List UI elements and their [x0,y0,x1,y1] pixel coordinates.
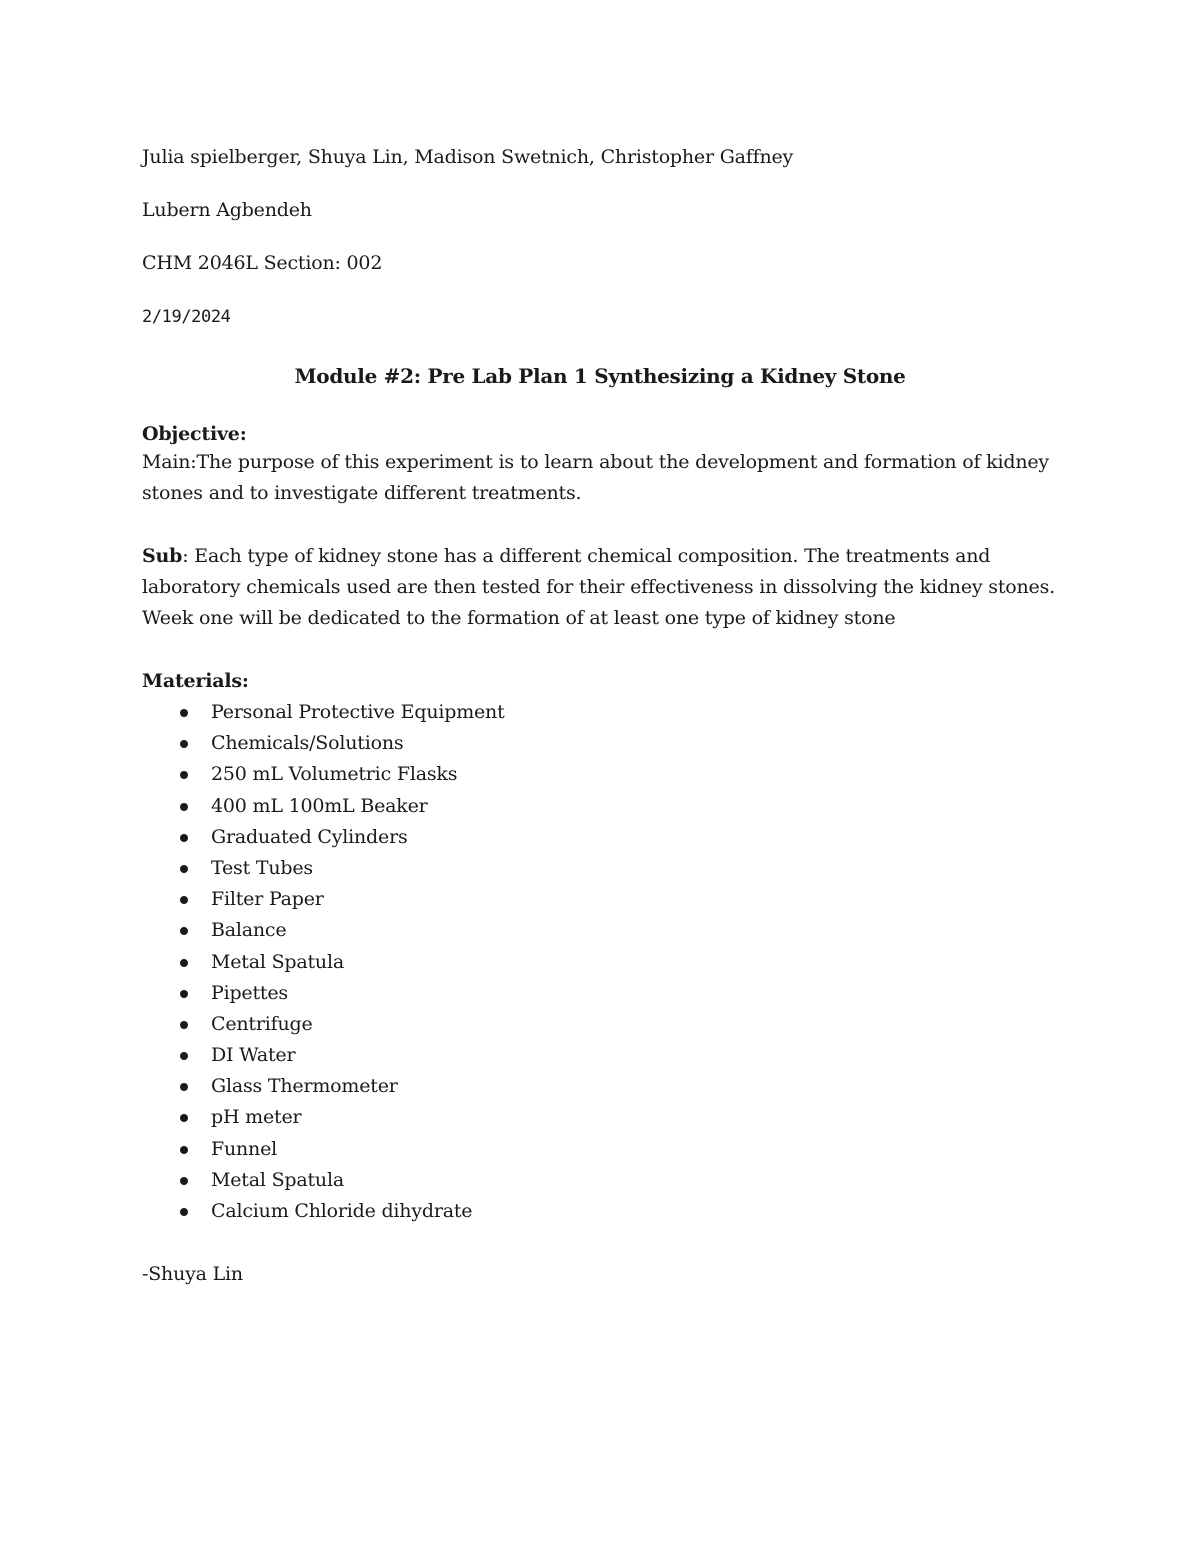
list-item-label: 250 mL Volumetric Flasks [211,763,458,786]
sub-label: Sub [142,545,183,567]
list-item [142,853,505,884]
list-item [142,1165,505,1196]
bullet-icon [180,834,188,842]
list-item [142,978,505,1009]
list-item-label: Personal Protective Equipment [211,701,505,723]
list-item-label: DI Water [211,1044,296,1067]
list-item-label: Metal Spatula [211,950,344,973]
instructor-line: Lubern Agbendeh [142,199,312,221]
objective-sub-paragraph [142,541,1062,634]
list-item-label: Centrifuge [211,1012,313,1035]
bullet-icon [180,896,188,904]
list-item-label: 400 mL 100mL Beaker [211,794,428,817]
list-item-label: Metal Spatula [211,1168,344,1191]
bullet-icon [180,959,188,967]
bullet-icon [180,740,188,748]
list-item [142,1102,505,1133]
list-item [142,697,505,728]
list-item-label: Funnel [211,1137,278,1160]
list-item [142,791,505,822]
objective-main-paragraph: Main:The purpose of this experiment is to learn about the development and formation of kidney stones and to investigate different treatments. [142,451,1049,504]
list-item [142,884,505,915]
list-item-label: Pipettes [211,981,288,1004]
list-item [142,759,505,790]
authors-line: Julia spielberger, Shuya Lin, Madison Swetnich, Christopher Gaffney [142,146,794,168]
date-line: 2/19/2024 [142,307,231,327]
document-title: Module #2: Pre Lab Plan 1 Synthesizing a Kidney Stone [294,364,906,388]
list-item-label: Chemicals/Solutions [211,732,404,755]
bullet-icon [180,865,188,873]
bullet-icon [180,803,188,811]
list-item [142,728,505,759]
list-item-label: Calcium Chloride dihydrate [211,1200,473,1222]
bullet-icon [180,771,188,779]
materials-list [142,697,505,1227]
bullet-icon [180,1052,188,1060]
sub-text: : Each type of kidney stone has a different chemical composition. The treatments and laboratory chemicals used are then tested for their effectiveness in dissolving the kidney stones. Week one will be dedicated to the formation of at least one type of kidney stone [142,545,1055,629]
bullet-icon [180,1083,188,1091]
bullet-icon [180,927,188,935]
list-item [142,1009,505,1040]
bullet-icon [180,1114,188,1122]
list-item-label: Test Tubes [211,856,313,879]
bullet-icon [180,1208,188,1216]
list-item [142,822,505,853]
list-item-label: pH meter [211,1106,302,1129]
signature-line: -Shuya Lin [142,1263,243,1285]
list-item-label: Glass Thermometer [211,1075,398,1098]
bullet-icon [180,1177,188,1185]
bullet-icon [180,990,188,998]
list-item-label: Graduated Cylinders [211,825,408,848]
list-item-label: Filter Paper [211,888,324,911]
bullet-icon [180,709,188,717]
list-item-label: Balance [211,919,287,942]
list-item [142,947,505,978]
bullet-icon [180,1021,188,1029]
list-item [142,1196,505,1227]
list-item [142,1134,505,1165]
list-item [142,915,505,946]
materials-heading: Materials: [142,670,249,692]
bullet-icon [180,1146,188,1154]
objective-heading: Objective: [142,423,247,445]
course-line: CHM 2046L Section: 002 [142,252,383,274]
list-item [142,1040,505,1071]
list-item [142,1071,505,1102]
